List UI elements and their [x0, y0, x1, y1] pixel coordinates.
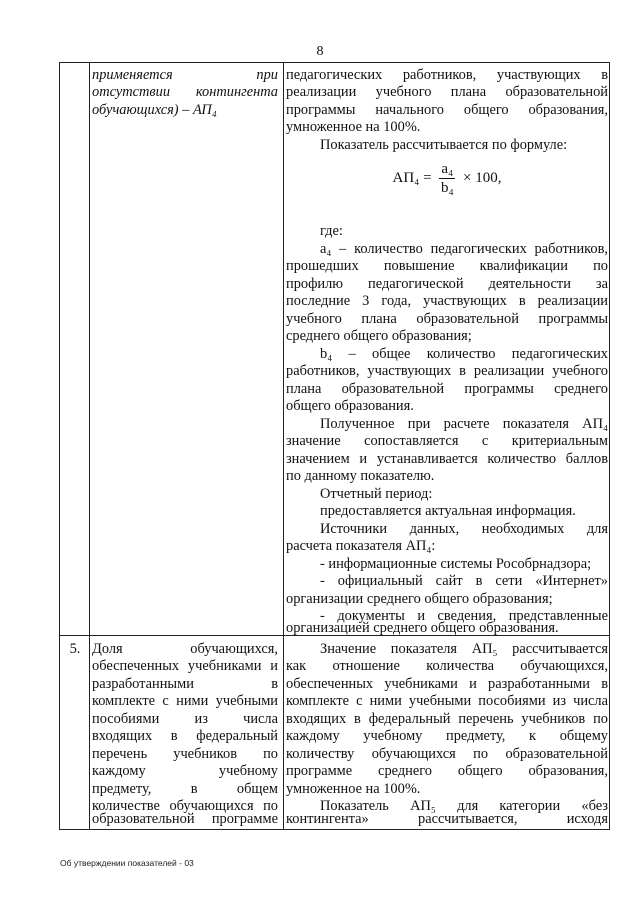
- page-number: 8: [316, 44, 324, 59]
- description-line: программе среднего общего образования,: [286, 763, 608, 779]
- description-line: комплекте с ними учебными пособиями из числа: [286, 693, 608, 709]
- description-line: входящих в федеральный перечень учебников по: [286, 711, 608, 727]
- description-line: Значение показателя АП₅ рассчитывается: [320, 641, 608, 657]
- description-line: количеству обучающихся по образовательной: [286, 746, 608, 762]
- period-value: предоставляется актуальная информация.: [320, 503, 576, 519]
- description-line: умноженное на 100%.: [286, 119, 421, 135]
- criterion-line: образовательной программе: [92, 811, 278, 827]
- footer-text: Об утверждении показателей - 03: [60, 858, 194, 868]
- criterion-line: обучающихся) – АП₄: [92, 102, 217, 118]
- formula-numerator: a₄: [441, 161, 454, 177]
- source-item: организации среднего общего образования;: [286, 591, 553, 607]
- formula-fraction: [439, 160, 455, 197]
- description-line: реализации учебного плана образовательной: [286, 84, 608, 100]
- formula-intro: Показатель рассчитывается по формуле:: [320, 137, 568, 153]
- formula: [284, 160, 610, 197]
- description-line: программы начального общего образования,: [286, 102, 608, 118]
- criterion-line: каждому учебному: [92, 763, 278, 779]
- description-line: Показатель АП₅ для категории «без: [320, 798, 608, 814]
- formula-rhs: × 100,: [463, 169, 502, 186]
- criterion-line: обеспеченных учебниками и: [92, 658, 278, 674]
- b4-line: плана образовательной программы среднего: [286, 381, 608, 397]
- source-item: организацией среднего общего образования.: [286, 620, 559, 636]
- criterion-line: комплекте с ними учебными: [92, 693, 278, 709]
- a4-line: среднего общего образования;: [286, 328, 472, 344]
- row-number: 5.: [69, 641, 81, 657]
- criterion-line: Доля обучающихся,: [92, 641, 278, 657]
- criterion-line: предмету, в общем: [92, 781, 278, 797]
- sources-line: расчета показателя АП₄:: [286, 538, 436, 554]
- description-line: контингента» рассчитывается, исходя: [286, 811, 608, 827]
- source-item: - информационные системы Рособрнадзора;: [320, 556, 592, 572]
- criterion-line: количестве обучающихся по: [92, 798, 278, 814]
- criterion-line: пособиями из числа: [92, 711, 278, 727]
- criterion-line: применяется при: [92, 67, 278, 83]
- sources-line: Источники данных, необходимых для: [320, 521, 608, 537]
- b4-line: работников, участвующих в реализации учебного: [286, 363, 608, 379]
- b4-line: b₄ – общее количество педагогических: [320, 346, 608, 362]
- criterion-line: входящих в федеральный: [92, 728, 278, 744]
- result-line: по данному показателю.: [286, 468, 435, 484]
- a4-line: прошедших повышение квалификации по: [286, 258, 608, 274]
- table-divider-number: [89, 62, 90, 830]
- description-line: каждому учебному предмету, к общему: [286, 728, 608, 744]
- description-line: как отношение количества обучающихся,: [286, 658, 608, 674]
- description-line: обеспеченных учебниками и разработанными в: [286, 676, 608, 692]
- table-border-left: [59, 62, 60, 830]
- criterion-line: перечень учебников по: [92, 746, 278, 762]
- description-line: педагогических работников, участвующих в: [286, 67, 608, 83]
- where-label: где:: [320, 223, 343, 239]
- source-item: - документы и сведения, представленные: [320, 608, 608, 624]
- a4-line: последние 3 года, участвующих в реализации: [286, 293, 608, 309]
- b4-line: общего образования.: [286, 398, 414, 414]
- table-border-top: [59, 62, 610, 63]
- formula-denominator: b₄: [440, 180, 454, 196]
- criterion-line: разработанными в: [92, 676, 278, 692]
- a4-line: учебного плана образовательной программы: [286, 311, 608, 327]
- a4-line: профилю педагогической деятельности за: [286, 276, 608, 292]
- result-line: Полученное при расчете показателя АП₄: [320, 416, 608, 432]
- result-line: значением и устанавливается количество баллов: [286, 451, 608, 467]
- result-line: значение сопоставляется с критериальным: [286, 433, 608, 449]
- period-label: Отчетный период:: [320, 486, 433, 502]
- table-border-bottom: [59, 829, 610, 830]
- criterion-line: отсутствии контингента: [92, 84, 278, 100]
- a4-line: a₄ – количество педагогических работников,: [320, 241, 608, 257]
- formula-lhs: АП₄ =: [392, 169, 432, 186]
- description-line: умноженное на 100%.: [286, 781, 421, 797]
- source-item: - официальный сайт в сети «Интернет»: [320, 573, 608, 589]
